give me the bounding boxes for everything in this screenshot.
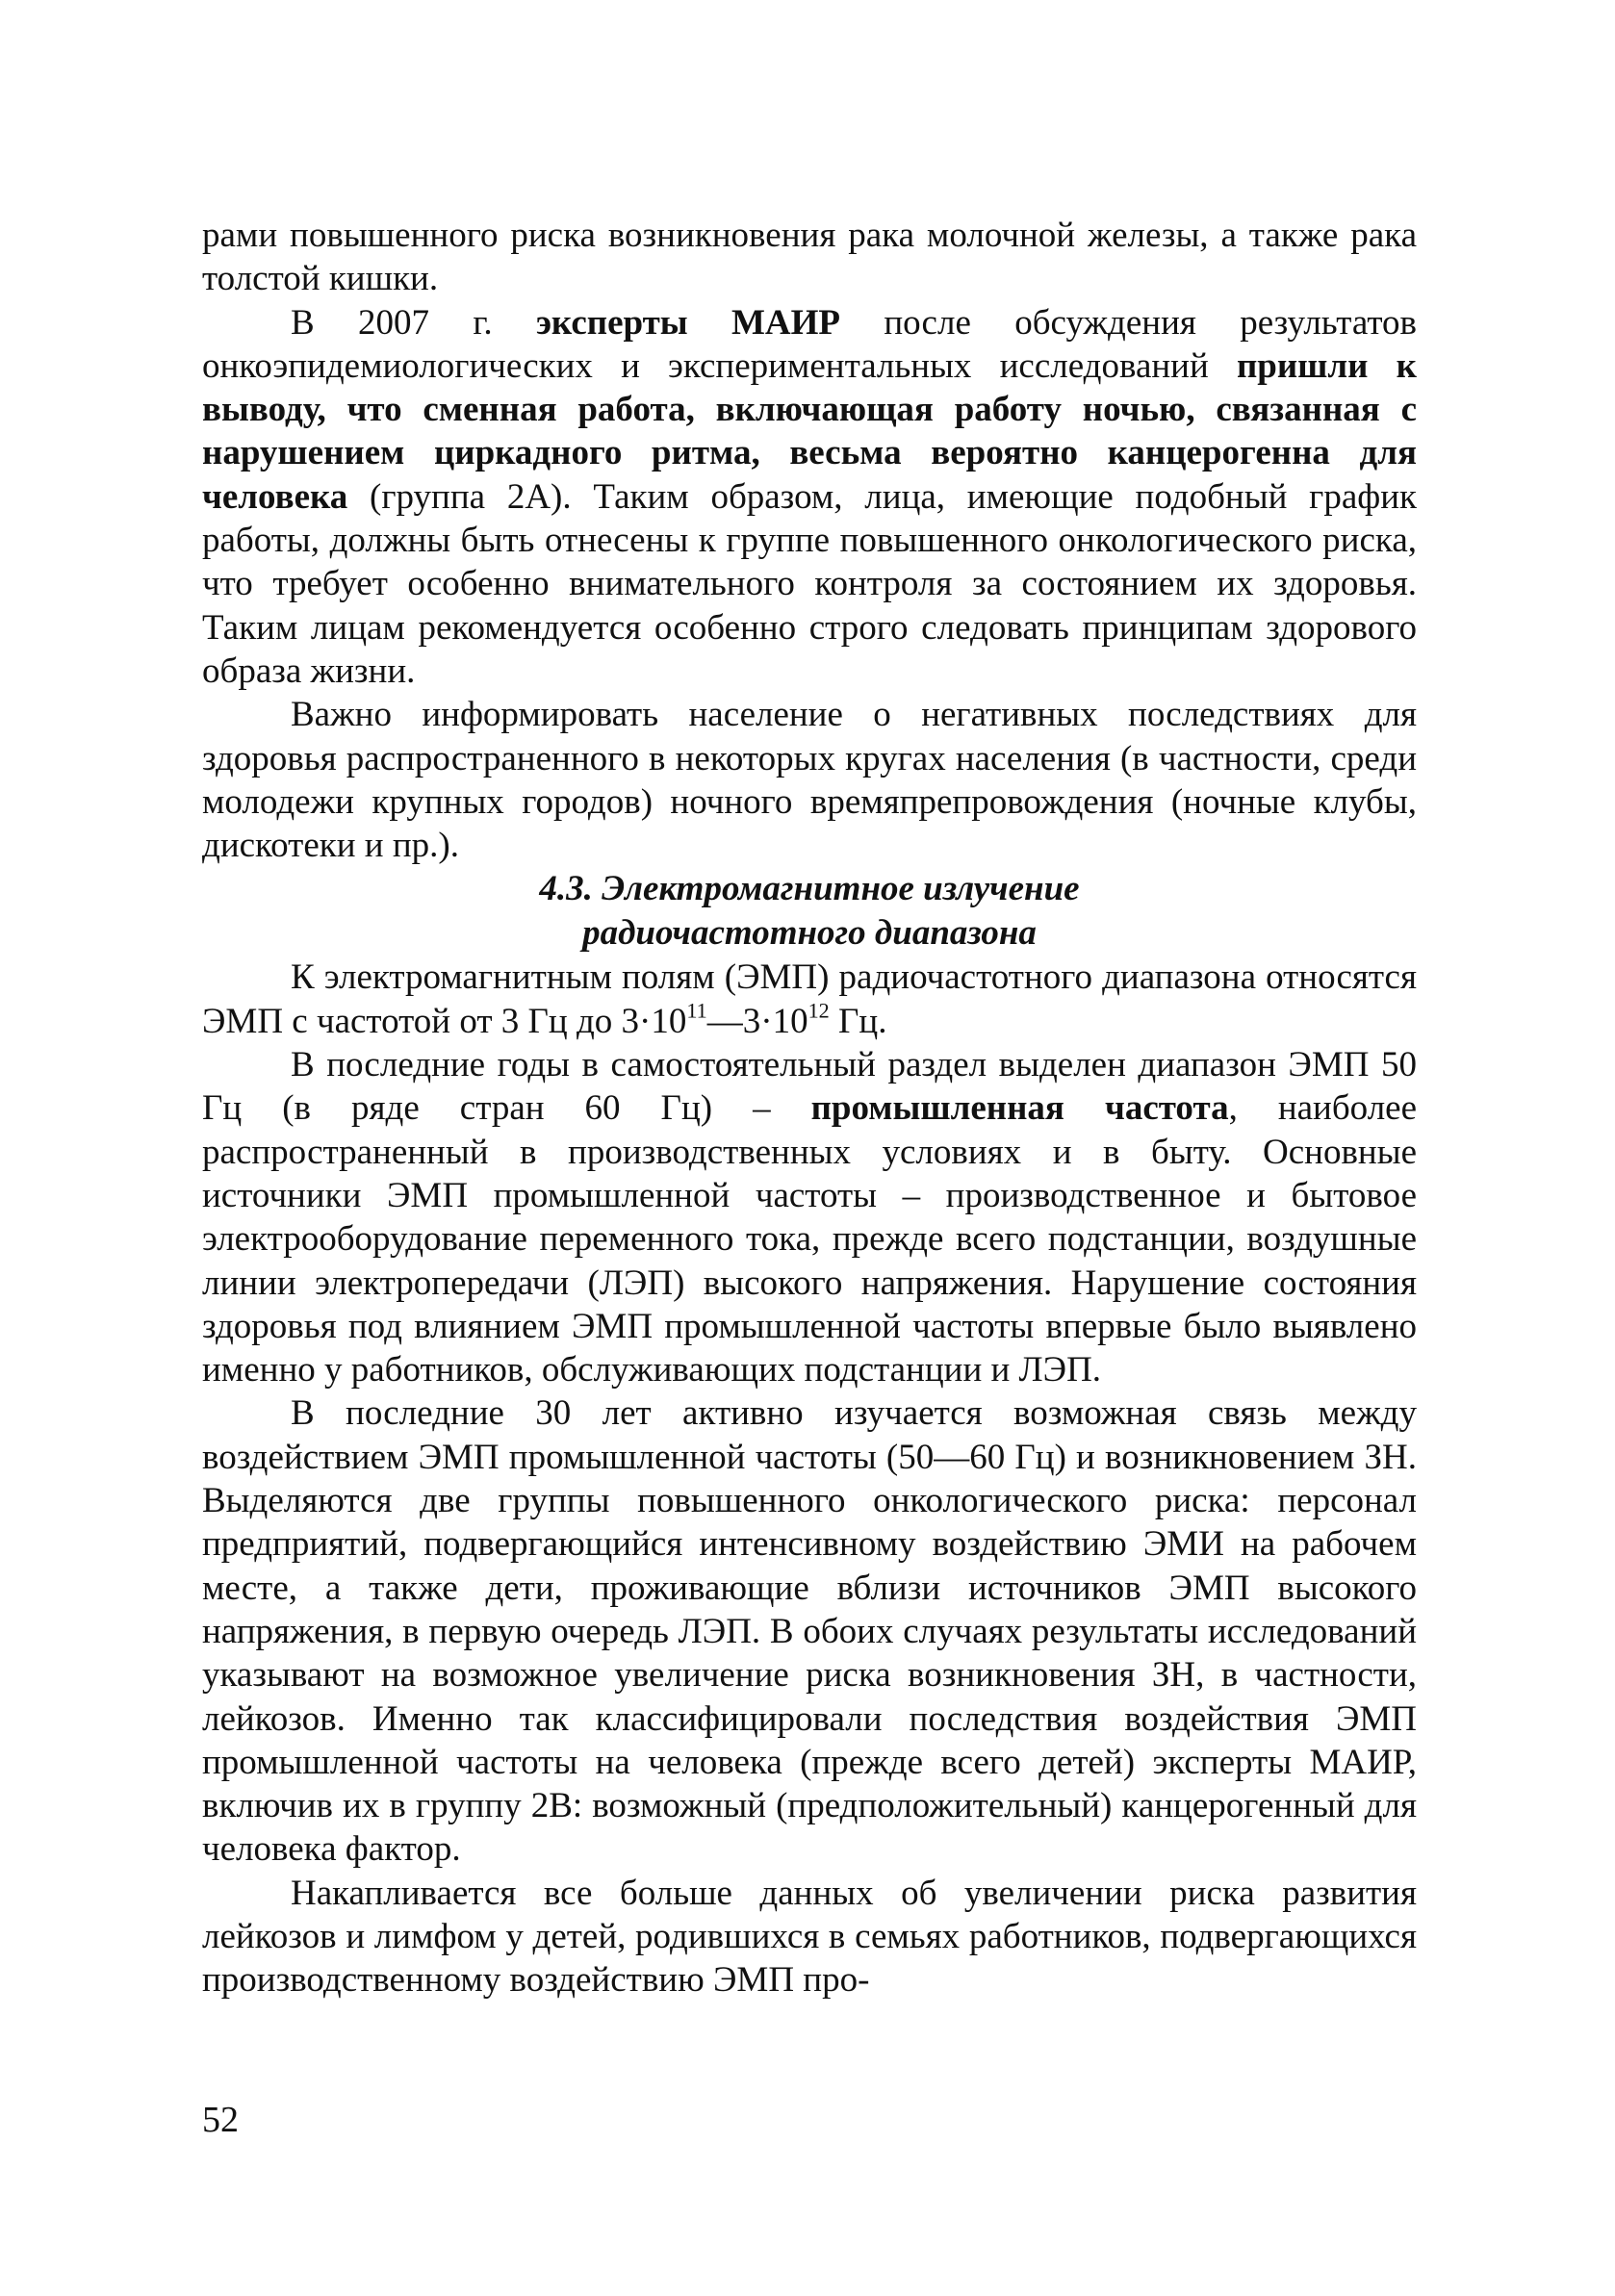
text-run: В 2007 г. [291,302,536,343]
text-run: , наиболее распространенный в производственных условиях и в быту. Основные источники ЭМП промышленной частоты – производственное и бытовое электрооборудование переменного тока, прежде всего подстанции, воздушные линии электропередачи (ЛЭП) высокого напряжения. Нарушение состояния здоровья под влиянием ЭМП промышленной частоты впервые было выявлено именно у работников, обслуживающих подстанции и ЛЭП. [202,1088,1418,1390]
paragraph-inform-population: Важно информировать население о негативных последствиях для здоровья распространенного в некоторых кругах населения (в частности, среди молодежи крупных городов) ночного времяпрепровождения (ночные клубы, дискотеки и пр.). [202,695,1417,866]
text-run: (группа 2А). Таким образом, лица, имеющие подобный график работы, должны быть отнесены к группе повышенного онкологического риска, что требует особенно внимательного контроля за состоянием их здоровья. Таким лицам рекомендуется особенно строго следовать принципам здорового образа жизни. [202,476,1417,691]
paragraph-emf-definition [202,956,1417,1043]
section-heading [202,867,1417,956]
section-heading-line-1: 4.3. Электромагнитное излучение [539,869,1080,909]
page-body [202,214,1417,2003]
paragraph-industrial-frequency [202,1043,1417,1391]
paragraph-risk-groups: В последние 30 лет активно изучается возможная связь между воздействием ЭМП промышленной частоты (50—60 Гц) и возникновением ЗН. Выделяются две группы повышенного онкологического риска: персонал предприятий, подвергающийся интенсивному воздействию ЭМИ на рабочем месте, а также дети, проживающие вблизи источников ЭМП высокого напряжения, в первую очередь ЛЭП. В обоих случаях результаты исследований указывают на возможное увеличение риска возникновения ЗН, в частности, лейкозов. Именно так классифицировали последствия воздействия ЭМП промышленной частоты на человека (прежде всего детей) эксперты МАИР, включив их в группу 2В: возможный (предположительный) канцерогенный для человека фактор. [202,1393,1417,1870]
superscript-exponent: 11 [686,998,707,1023]
bold-run-industrial-frequency: промышленная частота [810,1088,1229,1129]
bold-run-conclusion: пришли к выводу, что сменная работа, включающая работу ночью, связанная с нарушением циркадного ритма, весьма вероятно канцерогенна для человека [202,345,1417,517]
paragraph-continuation: рами повышенного риска возникновения рака молочной железы, а также рака толстой кишки. [202,216,1417,299]
text-run: Гц. [829,1001,887,1041]
paragraph-children-risk: Накапливается все больше данных об увеличении риска развития лейкозов и лимфом у детей, родившихся в семьях работников, подвергающихся производственному воздействию ЭМП про- [202,1873,1417,2001]
superscript-exponent: 12 [808,998,830,1023]
text-run: В последние годы в самостоятельный раздел выделен диапазон ЭМП 50 Гц (в ряде стран 60 Гц) – [202,1045,1417,1129]
bold-run-iarc-experts: эксперты МАИР [535,302,840,343]
paragraph-iarc-shift-work [202,301,1417,694]
page-number: 52 [202,2100,239,2140]
text-run: —3·10 [706,1001,808,1041]
text-run: К электромагнитным полям (ЭМП) радиочастотного диапазона относятся ЭМП с частотой от 3 Гц до 3·10 [202,957,1417,1041]
text-run: после обсуждения результатов онкоэпидемиологических и экспериментальных исследований [202,302,1417,386]
section-heading-line-2: радиочастотного диапазона [582,913,1037,954]
